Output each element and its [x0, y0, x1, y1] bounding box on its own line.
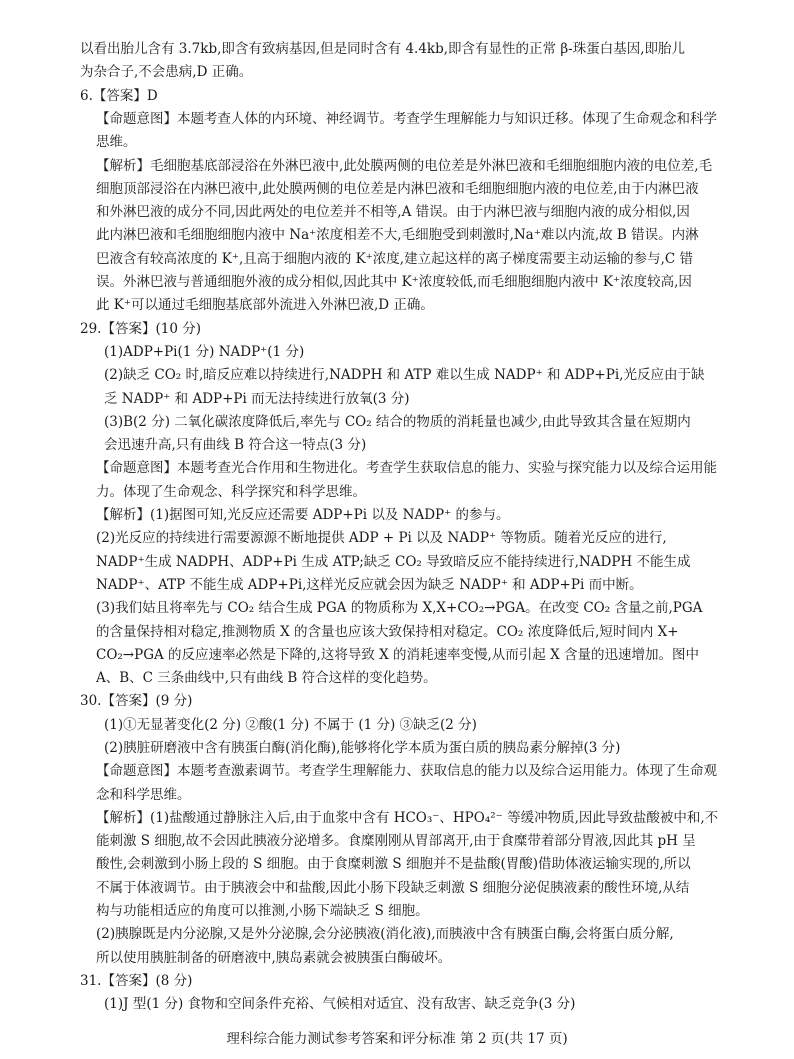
text-line: 所以使用胰脏制备的研磨液中,胰岛素就会被胰蛋白酶破坏。 [96, 950, 452, 966]
text-line: 此内淋巴液和毛细胞细胞内液中 Na⁺浓度相差不大,毛细胞受到刺激时,Na⁺难以内流,故 B 错误。内淋 [96, 227, 699, 243]
text-line: 思维。 [96, 134, 137, 150]
text-line: A、B、C 三条曲线中,只有曲线 B 符合这样的变化趋势。 [96, 670, 437, 686]
text-line: 【命题意图】本题考查人体的内环境、神经调节。考查学生理解能力与知识迁移。体现了生命观念和科学 [96, 111, 717, 127]
text-line: 会迅速升高,只有曲线 B 符合这一特点(3 分) [104, 437, 367, 453]
text-line: (2)缺乏 CO₂ 时,暗反应难以持续进行,NADPH 和 ATP 难以生成 NADP⁺ 和 ADP+Pi,光反应由于缺 [104, 367, 705, 383]
text-line: (2)光反应的持续进行需要源源不断地提供 ADP + Pi 以及 NADP⁺ 等物质。随着光反应的进行, [96, 530, 667, 546]
text-line: (2)胰脏研磨液中含有胰蛋白酶(消化酶),能够将化学本质为蛋白质的胰岛素分解掉(3 分) [104, 740, 621, 756]
text-line: 不属于体液调节。由于胰液会中和盐酸,因此小肠下段缺乏刺激 S 细胞分泌促胰液素的酸性环境,从结 [96, 880, 690, 896]
text-line: (1)J 型(1 分) 食物和空间条件充裕、气候相对适宜、没有敌害、缺乏竞争(3 分) [104, 996, 576, 1012]
text-line: 念和科学思维。 [96, 787, 191, 803]
text-line: NADP⁺生成 NADPH、ADP+Pi 生成 ATP;缺乏 CO₂ 导致暗反应不能持续进行,NADPH 不能生成 [96, 554, 691, 570]
text-line: 【命题意图】本题考查激素调节。考查学生理解能力、获取信息的能力以及综合运用能力。体现了生命观 [96, 763, 717, 779]
text-line: 和外淋巴液的成分不同,因此两处的电位差并不相等,A 错误。由于内淋巴液与细胞内液的成分相似,因 [96, 204, 690, 220]
text-line: 的含量保持相对稳定,推测物质 X 的含量也应该大致保持相对稳定。CO₂ 浓度降低后,短时间内 X+ [96, 624, 679, 640]
text-line: 构与功能相适应的角度可以推测,小肠下端缺乏 S 细胞。 [96, 903, 429, 919]
text-line: 细胞顶部浸浴在内淋巴液中,此处膜两侧的电位差是内淋巴液和毛细胞细胞内液的电位差,由于内淋巴液 [96, 181, 699, 197]
text-line: 以看出胎儿含有 3.7kb,即含有致病基因,但是同时含有 4.4kb,即含有显性的正常 β-珠蛋白基因,即胎儿 [80, 41, 685, 57]
q31-answer: 31.【答案】(8 分) [80, 973, 193, 989]
text-line: (3)B(2 分) 二氧化碳浓度降低后,率先与 CO₂ 结合的物质的消耗量也减少,由此导致其含量在短期内 [104, 414, 691, 430]
text-line: 能刺激 S 细胞,故不会因此胰液分泌增多。食糜刚刚从胃部离开,由于食糜带着部分胃液,因此其 pH 呈 [96, 833, 696, 849]
text-line: (1)①无显著变化(2 分) ②酸(1 分) 不属于 (1 分) ③缺乏(2 分) [104, 717, 477, 733]
text-line: (1)ADP+Pi(1 分) NADP⁺(1 分) [104, 344, 305, 360]
text-line: 此 K⁺可以通过毛细胞基底部外流进入外淋巴液,D 正确。 [96, 297, 434, 313]
text-line: 巴液含有较高浓度的 K⁺,且高于细胞内液的 K⁺浓度,建立起这样的离子梯度需要主动运输的参与,C 错 [96, 251, 693, 267]
text-line: 【命题意图】本题考查光合作用和生物进化。考查学生获取信息的能力、实验与探究能力以及综合运用能 [96, 460, 717, 476]
text-line: 酸性,会刺激到小肠上段的 S 细胞。由于食糜刺激 S 细胞并不是盐酸(胃酸)借助体液运输实现的,所以 [96, 856, 691, 872]
text-line: 为杂合子,不会患病,D 正确。 [80, 64, 253, 80]
text-line: 【解析】(1)据图可知,光反应还需要 ADP+Pi 以及 NADP⁺ 的参与。 [96, 507, 510, 523]
q30-answer: 30.【答案】(9 分) [80, 693, 193, 709]
text-line: 力。体现了生命观念、科学探究和科学思维。 [96, 484, 366, 500]
q29-answer: 29.【答案】(10 分) [80, 321, 201, 337]
text-line: 【解析】毛细胞基底部浸浴在外淋巴液中,此处膜两侧的电位差是外淋巴液和毛细胞细胞内液的电位差,毛 [96, 158, 713, 174]
page-footer: 理科综合能力测试参考答案和评分标准 第 2 页(共 17 页) [226, 1031, 568, 1047]
text-line: (2)胰腺既是内分泌腺,又是外分泌腺,会分泌胰液(消化液),而胰液中含有胰蛋白酶,会将蛋白质分解, [96, 926, 674, 942]
text-line: (3)我们姑且将率先与 CO₂ 结合生成 PGA 的物质称为 X,X+CO₂→PGA。在改变 CO₂ 含量之前,PGA [96, 600, 703, 616]
text-line: 【解析】(1)盐酸通过静脉注入后,由于血浆中含有 HCO₃⁻、HPO₄²⁻ 等缓冲物质,因此导致盐酸被中和,不 [96, 810, 719, 826]
q6-answer: 6.【答案】D [80, 88, 158, 104]
text-line: NADP⁺、ATP 不能生成 ADP+Pi,这样光反应就会因为缺乏 NADP⁺ 和 ADP+Pi 而中断。 [96, 577, 643, 593]
text-line: 乏 NADP⁺ 和 ADP+Pi 而无法持续进行放氧(3 分) [104, 391, 410, 407]
text-line: CO₂→PGA 的反应速率必然是下降的,这将导致 X 的消耗速率变慢,从而引起 X 含量的迅速增加。图中 [96, 647, 699, 663]
text-line: 误。外淋巴液与普通细胞外液的成分相似,因此其中 K⁺浓度较低,而毛细胞细胞内液中 K⁺浓度较高,因 [96, 274, 692, 290]
